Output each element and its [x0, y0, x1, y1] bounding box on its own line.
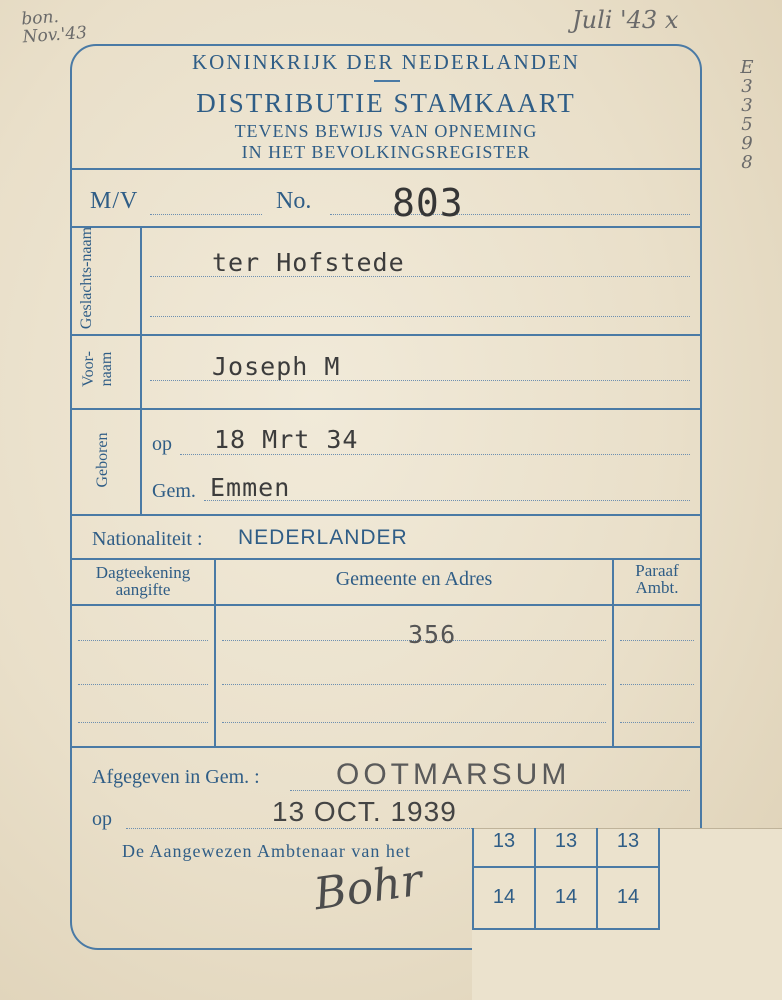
table-dot-2c [620, 684, 694, 685]
official-text: De Aangewezen Ambtenaar van het [122, 841, 411, 861]
coupon-row-divider [472, 866, 660, 868]
rule-header [70, 168, 702, 170]
rule-table-bottom [70, 746, 702, 748]
issued-label: Afgegeven in Gem. : [92, 766, 260, 788]
birth-place: Emmen [210, 473, 291, 502]
issued-op-label: op [92, 808, 112, 830]
table-col-initials: Paraaf Ambt. [635, 561, 679, 597]
coupon-13-b: 13 [554, 830, 578, 852]
rule-nationality [70, 558, 702, 560]
mv-label: M/V [90, 188, 139, 214]
nationality-value: NEDERLANDER [238, 526, 408, 549]
coupon-line-3 [596, 828, 598, 930]
table-entry: 356 [408, 620, 457, 649]
born-op-label: op [152, 433, 172, 455]
coupon-line-2 [534, 828, 536, 930]
surname-value: ter Hofstede [212, 248, 405, 277]
coupon-bottom [472, 928, 660, 930]
surname-label: Geslachts-naam [78, 226, 95, 330]
issued-place-stamp: OOTMARSUM [336, 758, 571, 791]
card-number: 803 [392, 181, 464, 225]
rule-born [70, 514, 702, 516]
pencil-note-left: bon. Nov.'43 [20, 6, 88, 48]
coupon-13-a: 13 [492, 830, 516, 852]
coupon-line-1 [472, 828, 474, 930]
table-col-date: Dagteekening aangifte [95, 563, 191, 599]
firstname-dotline [150, 380, 690, 381]
rule-number [70, 226, 702, 228]
born-label: Geboren [94, 432, 111, 488]
card-subtitle-1: TEVENS BEWIJS VAN OPNEMING [234, 121, 538, 141]
table-dot-3b [222, 722, 606, 723]
table-dot-3c [620, 722, 694, 723]
table-dot-2a [78, 684, 208, 685]
card-subtitle-2: IN HET BEVOLKINGSREGISTER [241, 142, 531, 162]
rule-table-head [70, 604, 702, 606]
number-dotline [330, 214, 690, 215]
nationality-label: Nationaliteit : [92, 528, 203, 550]
table-dot-1c [620, 640, 694, 641]
coupon-14-a: 14 [492, 886, 516, 908]
firstname-label: Voor-naam [80, 351, 115, 387]
firstname-value: Joseph M [212, 352, 341, 381]
surname-dotline-1 [150, 276, 690, 277]
birth-date: 18 Mrt 34 [214, 425, 359, 454]
coupon-14-b: 14 [554, 886, 578, 908]
coupon-strip-edge [472, 828, 782, 829]
birth-place-dotline [204, 500, 690, 501]
table-dot-3a [78, 722, 208, 723]
coupon-14-c: 14 [616, 886, 640, 908]
kingdom-heading: KONINKRIJK DER NEDERLANDEN [192, 50, 580, 74]
born-gem-label: Gem. [152, 480, 196, 502]
number-label: No. [276, 188, 312, 214]
rule-firstname [70, 408, 702, 410]
pencil-note-right: Juli '43 x [572, 6, 679, 34]
issued-date-stamp: 13 OCT. 1939 [272, 796, 457, 827]
table-dot-2b [222, 684, 606, 685]
table-col-address: Gemeente en Adres [335, 568, 493, 590]
official-signature: Bohr [310, 854, 426, 921]
rule-surname [70, 334, 702, 336]
card-title: DISTRIBUTIE STAMKAART [196, 88, 576, 118]
pencil-note-side: E 3 3 5 9 8 [740, 57, 754, 173]
mv-dotline [150, 214, 262, 215]
coupon-line-4 [658, 828, 660, 930]
coupon-13-c: 13 [616, 830, 640, 852]
surname-dotline-2 [150, 316, 690, 317]
table-dot-1a [78, 640, 208, 641]
label-column-divider [140, 226, 142, 514]
birth-date-dotline [180, 454, 690, 455]
heading-dash [374, 80, 400, 82]
